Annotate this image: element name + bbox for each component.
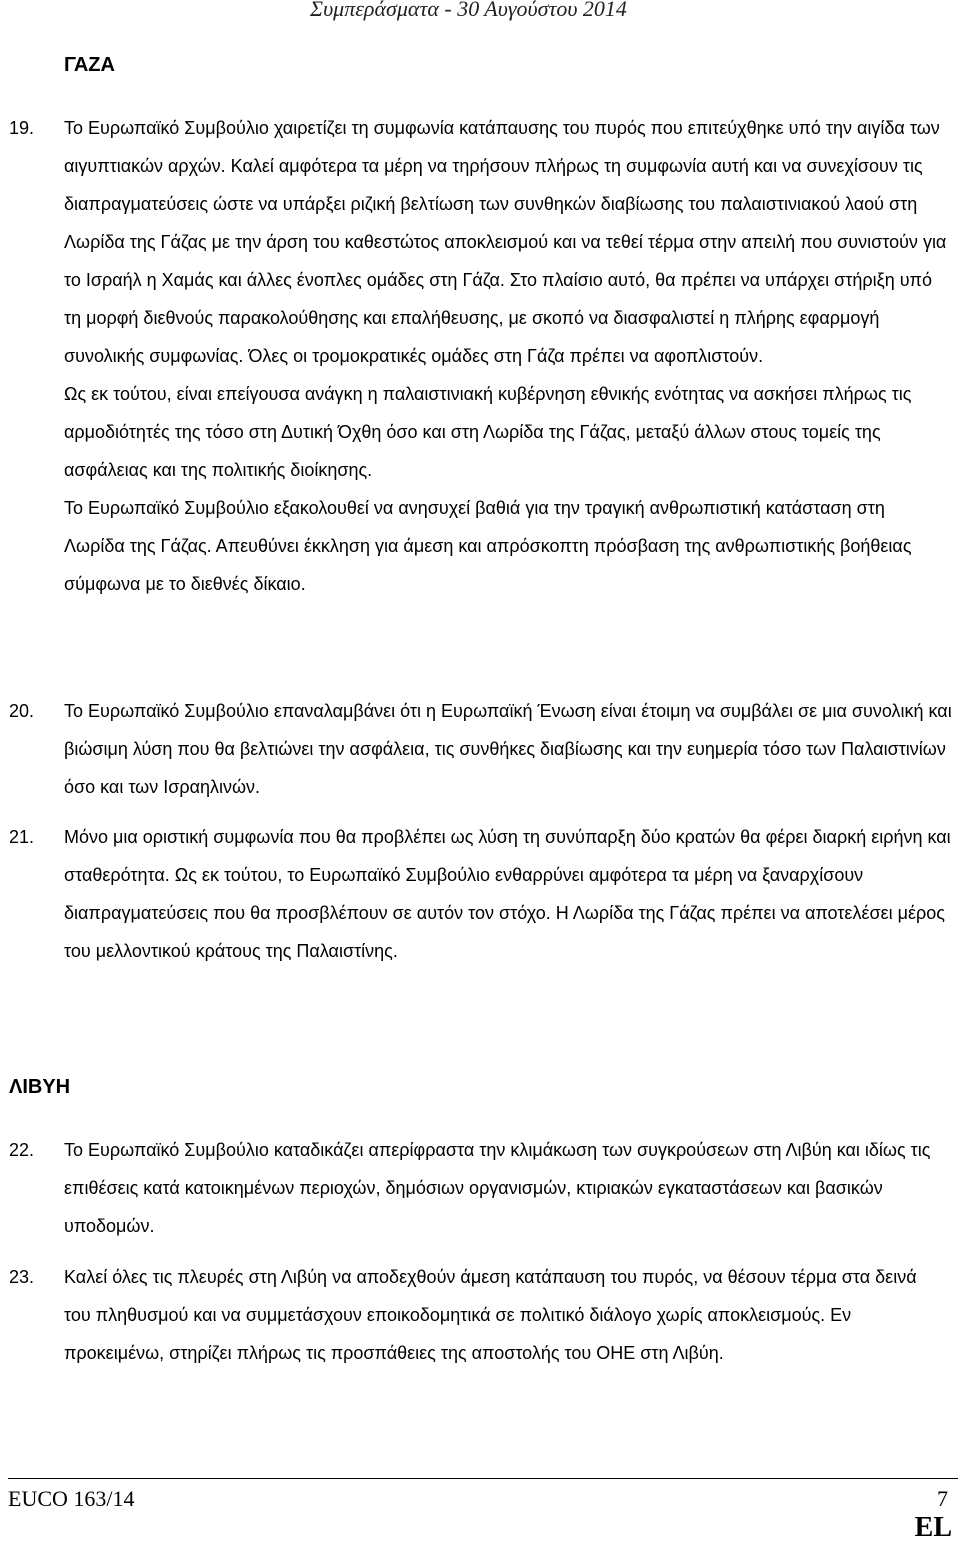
paragraph-number-22: 22. xyxy=(9,1140,35,1160)
paragraph-19 xyxy=(64,109,948,603)
section-heading-libya: ΛΙΒΥΗ xyxy=(9,1076,71,1098)
paragraph-number-23: 23. xyxy=(9,1267,35,1287)
paragraph-20 xyxy=(64,692,954,806)
paragraph-20-text: Το Ευρωπαϊκό Συμβούλιο επαναλαμβάνει ότι η Ευρωπαϊκή Ένωση είναι έτοιμη να συμβάλει σε μια συνολική και βιώσιμη λύση που θα βελτιώνει την ασφάλεια, τις συνθήκες διαβίωσης και την ευημερία τόσο των Παλαιστινίων όσο και των Ισραηλινών. xyxy=(64,701,952,797)
section-heading-gaza: ΓΑΖΑ xyxy=(64,54,115,76)
paragraph-22 xyxy=(64,1131,954,1245)
paragraph-23-text: Καλεί όλες τις πλευρές στη Λιβύη να αποδεχθούν άμεση κατάπαυση του πυρός, να θέσουν τέρμα στα δεινά του πληθυσμού και να συμμετάσχουν εποικοδομητικά σε πολιτικό διάλογο χωρίς αποκλεισμούς. Εν προκειμένω, στηρίζει πλήρως τις προσπάθειες της αποστολής του ΟΗΕ στη Λιβύη. xyxy=(64,1267,917,1363)
paragraph-23 xyxy=(64,1258,944,1372)
paragraph-number-21: 21. xyxy=(9,827,35,847)
paragraph-19-text-2: Ως εκ τούτου, είναι επείγουσα ανάγκη η παλαιστινιακή κυβέρνηση εθνικής ενότητας να ασκήσει πλήρως τις αρμοδιότητές της τόσο στη Δυτική Όχθη όσο και στη Λωρίδα της Γάζας, μεταξύ άλλων στους τομείς της ασφάλειας και της πολιτικής διοίκησης. xyxy=(64,384,912,480)
paragraph-21-text: Μόνο μια οριστική συμφωνία που θα προβλέπει ως λύση τη συνύπαρξη δύο κρατών θα φέρει διαρκή ειρήνη και σταθερότητα. Ως εκ τούτου, το Ευρωπαϊκό Συμβούλιο ενθαρρύνει αμφότερα τα μέρη να ξαναρχίσουν διαπραγματεύσεις που θα προσβλέπουν σε αυτόν τον στόχο. Η Λωρίδα της Γάζας πρέπει να αποτελέσει μέρος του μελλοντικού κράτους της Παλαιστίνης. xyxy=(64,827,951,961)
paragraph-19-text-1: Το Ευρωπαϊκό Συμβούλιο χαιρετίζει τη συμφωνία κατάπαυσης του πυρός που επιτεύχθηκε υπό την αιγίδα των αιγυπτιακών αρχών. Καλεί αμφότερα τα μέρη να τηρήσουν πλήρως τη συμφωνία αυτή και να συνεχίσουν τις διαπραγματεύσεις ώστε να υπάρξει ριζική βελτίωση των συνθηκών διαβίωσης του παλαιστινιακού λαού στη Λωρίδα της Γάζας με την άρση του καθεστώτος αποκλεισμού και να τεθεί τέρμα στην απειλή που συνιστούν για το Ισραήλ η Χαμάς και άλλες ένοπλες ομάδες στη Γάζα. Στο πλαίσιο αυτό, θα πρέπει να υπάρχει στήριξη υπό τη μορφή διεθνούς παρακολούθησης και επαλήθευσης, με σκοπό να διασφαλιστεί η πλήρης εφαρμογή συνολικής συμφωνίας. Όλες οι τρομοκρατικές ομάδες στη Γάζα πρέπει να αφοπλιστούν. xyxy=(64,118,947,366)
paragraph-number-19: 19. xyxy=(9,118,35,138)
paragraph-21 xyxy=(64,818,954,970)
language-code: EL xyxy=(914,1512,952,1543)
page-number: 7 xyxy=(937,1486,948,1511)
paragraph-number-20: 20. xyxy=(9,701,35,721)
footer-divider xyxy=(8,1478,958,1479)
document-reference: EUCO 163/14 xyxy=(8,1486,135,1511)
paragraph-22-text: Το Ευρωπαϊκό Συμβούλιο καταδικάζει απερίφραστα την κλιμάκωση των συγκρούσεων στη Λιβύη και ιδίως τις επιθέσεις κατά κατοικημένων περιοχών, δημόσιων οργανισμών, κτιριακών εγκαταστάσεων και βασικών υποδομών. xyxy=(64,1140,931,1236)
paragraph-19-text-3: Το Ευρωπαϊκό Συμβούλιο εξακολουθεί να ανησυχεί βαθιά για την τραγική ανθρωπιστική κατάσταση στη Λωρίδα της Γάζας. Απευθύνει έκκληση για άμεση και απρόσκοπτη πρόσβαση της ανθρωπιστικής βοήθειας σύμφωνα με το διεθνές δίκαιο. xyxy=(64,498,912,594)
running-header: Συμπεράσματα - 30 Αυγούστου 2014 xyxy=(310,0,627,21)
